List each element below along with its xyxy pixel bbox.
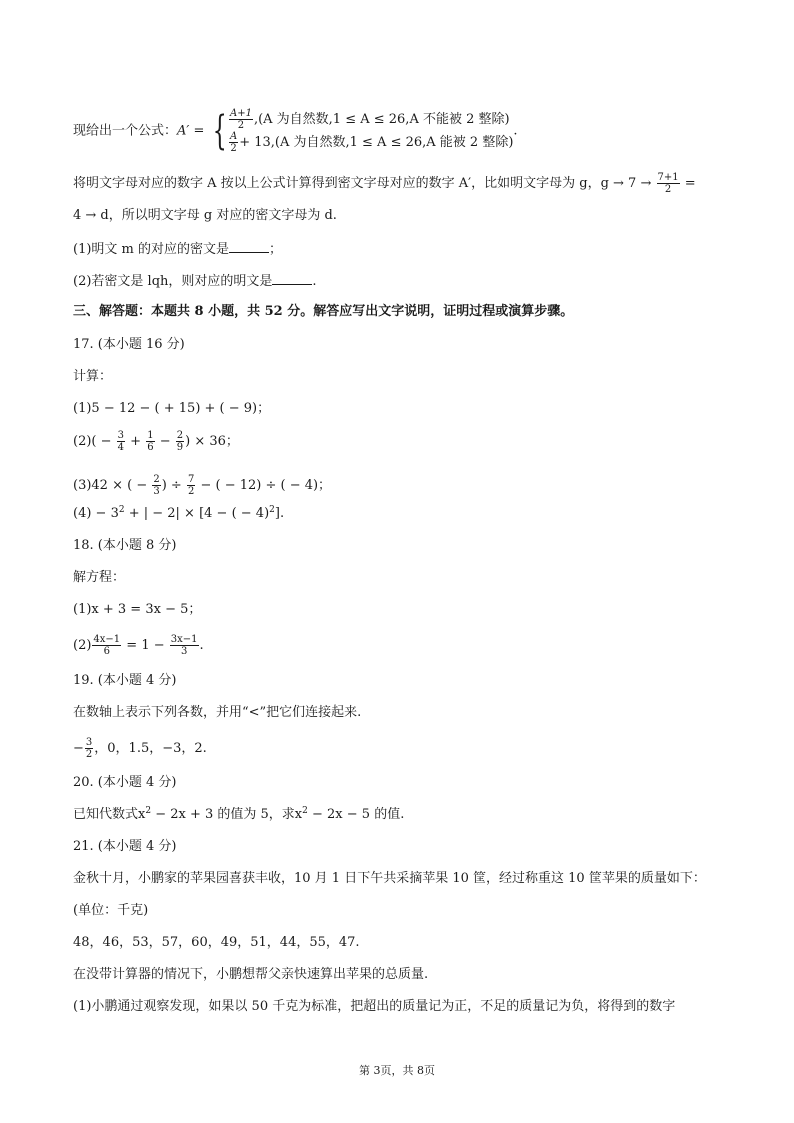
formula-case-2: $\frac{A}{2}$ + 13,(A 为自然数,1 ≤ A ≤ 26,A 能被 2 整除) <box>229 131 514 154</box>
question-21-line-2: (单位：千克) <box>73 903 149 918</box>
question-16-part-1: (1)明文 m 的对应的密文是 ； <box>73 242 283 257</box>
question-19-numbers: − $\frac{3}{2}$ ，0，1.5，−3，2. <box>73 737 207 760</box>
question-17-heading: 17. (本小题 16 分) <box>73 337 185 352</box>
question-21-data: 48，46，53，57，60，49，51，44，55，47. <box>73 935 360 950</box>
rule-line-1: 将明文字母对应的数字 A 按以上公式计算得到密文字母对应的数字 A′，比如明文字母为 g，g → 7 → $\frac{7+1}{2}$ = <box>73 172 696 195</box>
question-18-instruction: 解方程： <box>73 570 126 585</box>
brace-symbol: { <box>212 108 227 154</box>
question-21-line-4: (1)小鹏通过观察发现，如果以 50 千克为标准，把超出的质量记为正，不足的质量记为负，将得到的数字 <box>73 999 676 1014</box>
question-19-instruction: 在数轴上表示下列各数，并用“<”把它们连接起来. <box>73 705 362 720</box>
question-20-heading: 20. (本小题 4 分) <box>73 775 177 790</box>
question-17-part-2: (2)( − $\frac{3}{4}$ + $\frac{1}{6}$ − $\frac{2}{9}$ ) × 36； <box>73 430 239 453</box>
question-21-heading: 21. (本小题 4 分) <box>73 839 177 854</box>
formula-case-1: $\frac{A+1}{2}$ ,(A 为自然数,1 ≤ A ≤ 26,A 不能被 2 整除) <box>229 108 510 131</box>
question-16-part-2: (2)若密文是 lqh，则对应的明文是 . <box>73 274 317 289</box>
section-3-heading: 三、解答题：本题共 8 小题，共 52 分。解答应写出文字说明，证明过程或演算步骤。 <box>73 304 574 319</box>
question-17-instruction: 计算： <box>73 369 113 384</box>
answer-blank <box>229 240 269 253</box>
formula-cases <box>228 108 513 154</box>
question-18-heading: 18. (本小题 8 分) <box>73 538 177 553</box>
page-footer: 第 3页，共 8页 <box>359 1064 435 1077</box>
rule-fraction: $\frac{7+1}{2}$ <box>657 172 679 195</box>
answer-blank <box>272 272 312 285</box>
formula-prefix: 现给出一个公式： <box>73 123 178 139</box>
question-18-part-1: (1)x + 3 = 3x − 5； <box>73 602 202 617</box>
question-21-line-1: 金秋十月，小鹏家的苹果园喜获丰收，10 月 1 日下午共采摘苹果 10 筐，经过称重这 10 筐苹果的质量如下： <box>73 871 706 886</box>
question-21-line-3: 在没带计算器的情况下，小鹏想帮父亲快速算出苹果的总质量. <box>73 967 429 982</box>
question-20-text: 已知代数式$x^2 - 2x + 3$ 的值为 5，求$x^2 - 2x - 5$ 的值. <box>73 806 405 822</box>
question-19-heading: 19. (本小题 4 分) <box>73 673 177 688</box>
question-17-part-4: $(4) - 3^2$ + | − 2| × [4 − ( − 4)$^2$]. <box>73 505 285 521</box>
rule-line-2: 4 → d，所以明文字母 g 对应的密文字母为 d. <box>73 208 337 223</box>
formula-line: 现给出一个公式：A′ = { $\frac{A+1}{2}$ ,(A 为自然数,1 ≤ A ≤ 26,A 不能被 2 整除) $\frac{A}{2}$ + 13,(A 为自然数,1 ≤ A ≤ 26,A 能被 2 整除) . <box>73 108 518 154</box>
formula-lhs: A′ = <box>177 123 209 139</box>
question-18-part-2: (2) $\frac{4x-1}{6}$ = 1 − $\frac{3x-1}{3}$ . <box>73 634 204 657</box>
question-17-part-3: (3)42 × ( − $\frac{2}{3}$ ) ÷ $\frac{7}{2}$ − ( − 12) ÷ ( − 4)； <box>73 474 332 497</box>
question-17-part-1: (1)5 − 12 − ( + 15) + ( − 9)； <box>73 401 271 416</box>
